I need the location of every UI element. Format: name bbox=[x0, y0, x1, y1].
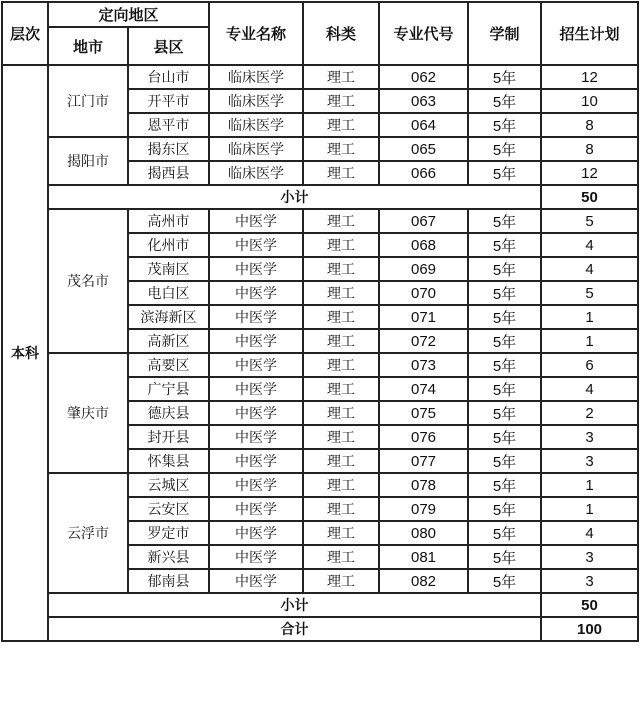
plan-cell: 1 bbox=[541, 329, 638, 353]
category-cell: 理工 bbox=[303, 137, 379, 161]
plan-cell: 3 bbox=[541, 449, 638, 473]
category-cell: 理工 bbox=[303, 113, 379, 137]
county-cell: 高州市 bbox=[128, 209, 209, 233]
duration-cell: 5年 bbox=[468, 329, 541, 353]
code-cell: 063 bbox=[379, 89, 468, 113]
duration-cell: 5年 bbox=[468, 113, 541, 137]
plan-cell: 8 bbox=[541, 137, 638, 161]
subtotal-label: 小计 bbox=[48, 185, 541, 209]
plan-cell: 3 bbox=[541, 425, 638, 449]
code-cell: 078 bbox=[379, 473, 468, 497]
major-cell: 中医学 bbox=[209, 281, 303, 305]
plan-cell: 3 bbox=[541, 569, 638, 593]
category-cell: 理工 bbox=[303, 281, 379, 305]
code-cell: 068 bbox=[379, 233, 468, 257]
code-cell: 066 bbox=[379, 161, 468, 185]
county-cell: 揭东区 bbox=[128, 137, 209, 161]
header-city: 地市 bbox=[48, 27, 128, 65]
major-cell: 中医学 bbox=[209, 329, 303, 353]
header-major: 专业名称 bbox=[209, 2, 303, 65]
table-body bbox=[2, 65, 638, 641]
duration-cell: 5年 bbox=[468, 353, 541, 377]
major-cell: 中医学 bbox=[209, 569, 303, 593]
code-cell: 072 bbox=[379, 329, 468, 353]
code-cell: 075 bbox=[379, 401, 468, 425]
code-cell: 065 bbox=[379, 137, 468, 161]
table-row bbox=[2, 209, 638, 233]
code-cell: 079 bbox=[379, 497, 468, 521]
duration-cell: 5年 bbox=[468, 65, 541, 89]
header-plan: 招生计划 bbox=[541, 2, 638, 65]
category-cell: 理工 bbox=[303, 425, 379, 449]
category-cell: 理工 bbox=[303, 401, 379, 425]
duration-cell: 5年 bbox=[468, 161, 541, 185]
duration-cell: 5年 bbox=[468, 305, 541, 329]
header-category: 科类 bbox=[303, 2, 379, 65]
code-cell: 071 bbox=[379, 305, 468, 329]
total-label: 合计 bbox=[48, 617, 541, 641]
code-cell: 077 bbox=[379, 449, 468, 473]
county-cell: 云城区 bbox=[128, 473, 209, 497]
duration-cell: 5年 bbox=[468, 137, 541, 161]
code-cell: 064 bbox=[379, 113, 468, 137]
category-cell: 理工 bbox=[303, 305, 379, 329]
code-cell: 070 bbox=[379, 281, 468, 305]
header-code: 专业代号 bbox=[379, 2, 468, 65]
county-cell: 开平市 bbox=[128, 89, 209, 113]
major-cell: 中医学 bbox=[209, 233, 303, 257]
major-cell: 中医学 bbox=[209, 353, 303, 377]
plan-cell: 4 bbox=[541, 377, 638, 401]
code-cell: 076 bbox=[379, 425, 468, 449]
code-cell: 067 bbox=[379, 209, 468, 233]
code-cell: 074 bbox=[379, 377, 468, 401]
duration-cell: 5年 bbox=[468, 497, 541, 521]
plan-cell: 1 bbox=[541, 305, 638, 329]
duration-cell: 5年 bbox=[468, 257, 541, 281]
header-county: 县区 bbox=[128, 27, 209, 65]
major-cell: 临床医学 bbox=[209, 65, 303, 89]
category-cell: 理工 bbox=[303, 497, 379, 521]
plan-cell: 8 bbox=[541, 113, 638, 137]
table-row bbox=[2, 473, 638, 497]
county-cell: 茂南区 bbox=[128, 257, 209, 281]
duration-cell: 5年 bbox=[468, 89, 541, 113]
major-cell: 临床医学 bbox=[209, 161, 303, 185]
category-cell: 理工 bbox=[303, 449, 379, 473]
major-cell: 中医学 bbox=[209, 377, 303, 401]
major-cell: 中医学 bbox=[209, 449, 303, 473]
major-cell: 中医学 bbox=[209, 473, 303, 497]
category-cell: 理工 bbox=[303, 569, 379, 593]
duration-cell: 5年 bbox=[468, 473, 541, 497]
plan-cell: 12 bbox=[541, 65, 638, 89]
plan-cell: 4 bbox=[541, 521, 638, 545]
subtotal-value: 50 bbox=[541, 185, 638, 209]
category-cell: 理工 bbox=[303, 233, 379, 257]
category-cell: 理工 bbox=[303, 353, 379, 377]
subtotal-label: 小计 bbox=[48, 593, 541, 617]
code-cell: 081 bbox=[379, 545, 468, 569]
plan-cell: 3 bbox=[541, 545, 638, 569]
plan-cell: 4 bbox=[541, 233, 638, 257]
major-cell: 中医学 bbox=[209, 209, 303, 233]
code-cell: 069 bbox=[379, 257, 468, 281]
category-cell: 理工 bbox=[303, 257, 379, 281]
code-cell: 080 bbox=[379, 521, 468, 545]
plan-cell: 10 bbox=[541, 89, 638, 113]
duration-cell: 5年 bbox=[468, 401, 541, 425]
header-region: 定向地区 bbox=[48, 2, 209, 27]
county-cell: 台山市 bbox=[128, 65, 209, 89]
header-duration: 学制 bbox=[468, 2, 541, 65]
category-cell: 理工 bbox=[303, 377, 379, 401]
category-cell: 理工 bbox=[303, 521, 379, 545]
category-cell: 理工 bbox=[303, 161, 379, 185]
duration-cell: 5年 bbox=[468, 569, 541, 593]
county-cell: 新兴县 bbox=[128, 545, 209, 569]
plan-cell: 1 bbox=[541, 473, 638, 497]
county-cell: 广宁县 bbox=[128, 377, 209, 401]
duration-cell: 5年 bbox=[468, 425, 541, 449]
header-level: 层次 bbox=[2, 2, 48, 65]
county-cell: 揭西县 bbox=[128, 161, 209, 185]
major-cell: 中医学 bbox=[209, 305, 303, 329]
category-cell: 理工 bbox=[303, 329, 379, 353]
plan-cell: 1 bbox=[541, 497, 638, 521]
major-cell: 中医学 bbox=[209, 497, 303, 521]
code-cell: 062 bbox=[379, 65, 468, 89]
major-cell: 中医学 bbox=[209, 521, 303, 545]
duration-cell: 5年 bbox=[468, 545, 541, 569]
table-row bbox=[2, 137, 638, 161]
county-cell: 电白区 bbox=[128, 281, 209, 305]
duration-cell: 5年 bbox=[468, 209, 541, 233]
major-cell: 临床医学 bbox=[209, 89, 303, 113]
county-cell: 高要区 bbox=[128, 353, 209, 377]
enrollment-plan-table bbox=[1, 1, 639, 642]
county-cell: 德庆县 bbox=[128, 401, 209, 425]
major-cell: 中医学 bbox=[209, 545, 303, 569]
category-cell: 理工 bbox=[303, 89, 379, 113]
major-cell: 临床医学 bbox=[209, 113, 303, 137]
city-cell: 肇庆市 bbox=[48, 353, 128, 473]
plan-cell: 6 bbox=[541, 353, 638, 377]
major-cell: 临床医学 bbox=[209, 137, 303, 161]
total-value: 100 bbox=[541, 617, 638, 641]
major-cell: 中医学 bbox=[209, 425, 303, 449]
table-row bbox=[2, 65, 638, 89]
county-cell: 高新区 bbox=[128, 329, 209, 353]
category-cell: 理工 bbox=[303, 65, 379, 89]
plan-cell: 2 bbox=[541, 401, 638, 425]
duration-cell: 5年 bbox=[468, 233, 541, 257]
duration-cell: 5年 bbox=[468, 521, 541, 545]
county-cell: 封开县 bbox=[128, 425, 209, 449]
level-cell: 本科 bbox=[2, 65, 48, 641]
county-cell: 郁南县 bbox=[128, 569, 209, 593]
county-cell: 恩平市 bbox=[128, 113, 209, 137]
county-cell: 云安区 bbox=[128, 497, 209, 521]
city-cell: 揭阳市 bbox=[48, 137, 128, 185]
code-cell: 073 bbox=[379, 353, 468, 377]
city-cell: 茂名市 bbox=[48, 209, 128, 353]
plan-cell: 12 bbox=[541, 161, 638, 185]
code-cell: 082 bbox=[379, 569, 468, 593]
subtotal-row bbox=[2, 185, 638, 209]
county-cell: 罗定市 bbox=[128, 521, 209, 545]
major-cell: 中医学 bbox=[209, 401, 303, 425]
county-cell: 滨海新区 bbox=[128, 305, 209, 329]
major-cell: 中医学 bbox=[209, 257, 303, 281]
plan-cell: 4 bbox=[541, 257, 638, 281]
category-cell: 理工 bbox=[303, 209, 379, 233]
total-row bbox=[2, 617, 638, 641]
table-row bbox=[2, 353, 638, 377]
duration-cell: 5年 bbox=[468, 377, 541, 401]
county-cell: 化州市 bbox=[128, 233, 209, 257]
duration-cell: 5年 bbox=[468, 449, 541, 473]
county-cell: 怀集县 bbox=[128, 449, 209, 473]
category-cell: 理工 bbox=[303, 473, 379, 497]
subtotal-row bbox=[2, 593, 638, 617]
duration-cell: 5年 bbox=[468, 281, 541, 305]
subtotal-value: 50 bbox=[541, 593, 638, 617]
plan-cell: 5 bbox=[541, 209, 638, 233]
city-cell: 江门市 bbox=[48, 65, 128, 137]
city-cell: 云浮市 bbox=[48, 473, 128, 593]
category-cell: 理工 bbox=[303, 545, 379, 569]
plan-cell: 5 bbox=[541, 281, 638, 305]
